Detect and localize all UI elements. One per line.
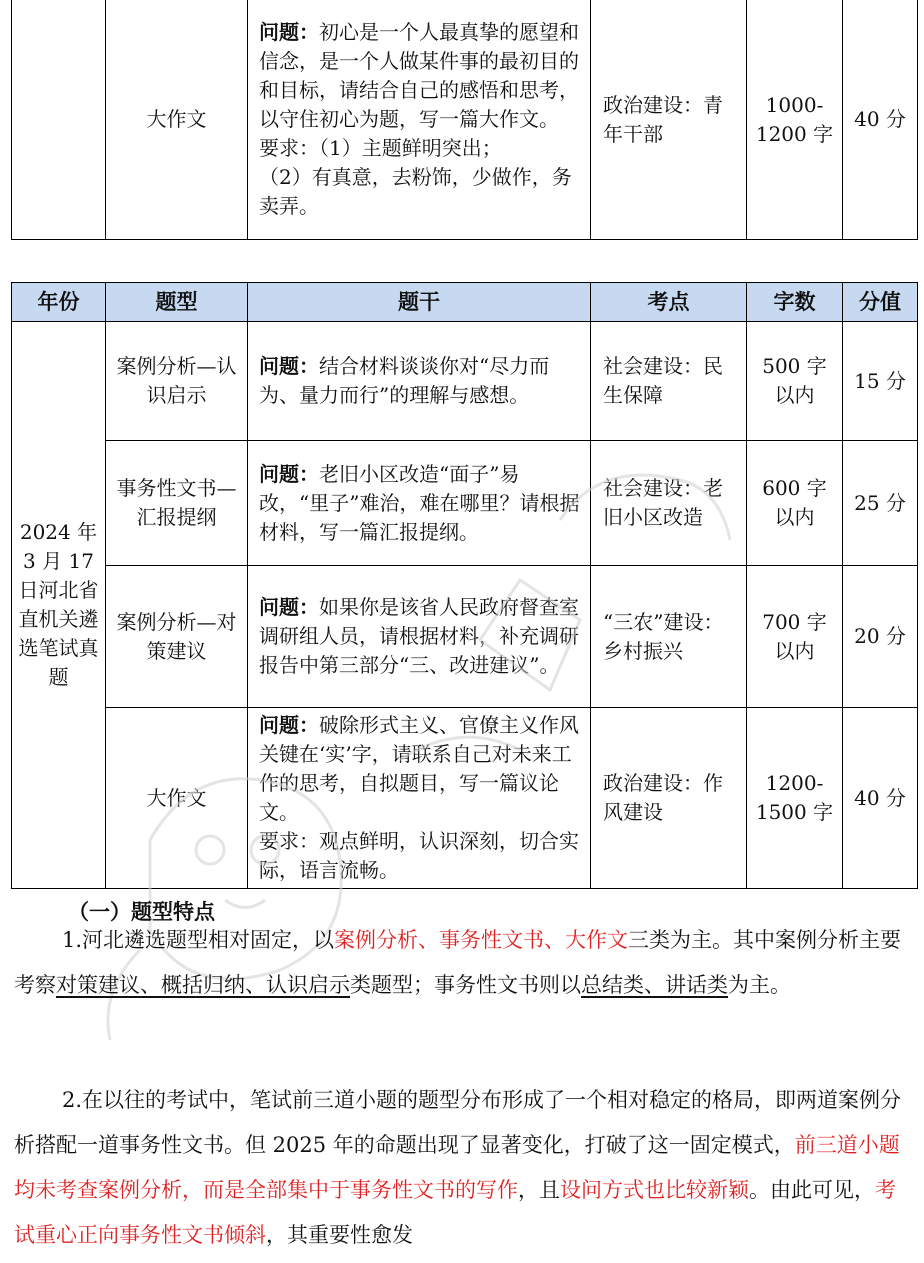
point-cell: 政治建设：作风建设 (591, 708, 747, 889)
requirement-text: 要求：（1）主题鲜明突出； (259, 136, 502, 160)
words-cell: 600 字以内 (747, 441, 843, 566)
table-header-row (12, 283, 918, 322)
point-cell: 社会建设：民生保障 (591, 322, 747, 441)
question-label: 问题： (259, 20, 319, 44)
type-cell: 案例分析—对策建议 (106, 566, 248, 708)
question-label: 问题： (259, 461, 319, 486)
score-cell: 25 分 (843, 441, 918, 566)
table-row (12, 441, 918, 566)
point-cell: 政治建设：青年干部 (591, 0, 747, 240)
table-row (12, 0, 918, 240)
type-cell: 大作文 (106, 708, 248, 889)
score-cell: 40 分 (843, 708, 918, 889)
question-text: 结合材料谈谈你对“尽力而为、量力而行”的理解与感想。 (259, 354, 550, 407)
table-row (12, 566, 918, 708)
question-text: 破除形式主义、官僚主义作风关键在‘实’字，请联系自己对未来工作的思考，自拟题目，写一篇议论文。 (259, 713, 579, 824)
score-cell: 15 分 (843, 322, 918, 441)
type-cell: 案例分析—认识启示 (106, 322, 248, 441)
header-point: 考点 (591, 283, 747, 322)
header-score: 分值 (843, 283, 918, 322)
header-type: 题型 (106, 283, 248, 322)
table-row (12, 322, 918, 441)
question-text: 老旧小区改造“面子”易改，“里子”难治，难在哪里？请根据材料，写一篇汇报提纲。 (259, 461, 580, 544)
requirement-text: （2）有真意，去粉饰，少做作，务卖弄。 (259, 165, 572, 218)
highlight-text: 考试重心正向事务性文书倾斜 (14, 1178, 896, 1247)
point-cell: 社会建设：老旧小区改造 (591, 441, 747, 566)
underlined-text: 对策建议、概括归纳、认识启示 (56, 973, 350, 997)
question-text: 如果你是该省人民政府督查室调研组人员，请根据材料，补充调研报告中第三部分“三、改进建议”。 (259, 595, 579, 677)
paragraph-1: 1.河北遴选题型相对固定，以案例分析、事务性文书、大作文三类为主。其中案例分析主要考察对策建议、概括归纳、认识启示类题型；事务性文书则以总结类、讲话类为主。 (14, 928, 902, 997)
question-label: 问题： (259, 713, 319, 737)
highlight-text: 前三道小题均未考查案例分析，而是全部集中于事务性文书的写作 (14, 1133, 900, 1202)
question-label: 问题： (259, 595, 319, 619)
question-cell (248, 0, 591, 240)
score-cell: 20 分 (843, 566, 918, 708)
highlight-text: 设问方式也比较新颖 (560, 1178, 749, 1202)
year-cell (12, 0, 106, 240)
previous-exam-table (11, 0, 918, 240)
words-cell: 700 字以内 (747, 566, 843, 708)
type-cell: 大作文 (106, 0, 248, 240)
point-cell: “三农”建设：乡村振兴 (591, 566, 747, 708)
header-words: 字数 (747, 283, 843, 322)
words-cell: 500 字以内 (747, 322, 843, 441)
question-cell (248, 566, 591, 708)
table-row (12, 708, 918, 889)
requirement-text: 要求：观点鲜明，认识深刻，切合实际，语言流畅。 (259, 829, 579, 882)
question-text: 初心是一个人最真挚的愿望和信念，是一个人做某件事的最初目的和目标，请结合自己的感悟和思考，以守住初心为题，写一篇大作文。 (259, 20, 579, 131)
year-cell: 2024 年 3 月 17 日河北省直机关遴选笔试真题 (12, 322, 106, 889)
header-year: 年份 (12, 283, 106, 322)
section-heading: （一）题型特点 (68, 900, 215, 924)
question-cell (248, 708, 591, 889)
highlight-text: 案例分析、事务性文书、大作文 (334, 928, 629, 952)
question-cell (248, 441, 591, 566)
header-question: 题干 (248, 283, 591, 322)
type-cell: 事务性文书—汇报提纲 (106, 441, 248, 566)
paragraph-2: 2.在以往的考试中，笔试前三道小题的题型分布形成了一个相对稳定的格局，即两道案例分析搭配一道事务性文书。但 2025 年的命题出现了显著变化，打破了这一固定模式，前三道小题均未考查案例分析，而是全部集中于事务性文书的写作，且设问方式也比较新颖。由此可见，考试重心正向事务性文书倾斜，其重要性愈发 (14, 1088, 902, 1247)
underlined-text: 总结类、讲话类 (581, 973, 728, 997)
question-cell (248, 322, 591, 441)
question-label: 问题： (259, 354, 319, 378)
exam-2024-table (11, 282, 918, 889)
words-cell: 1000-1200 字 (747, 0, 843, 240)
score-cell: 40 分 (843, 0, 918, 240)
words-cell: 1200-1500 字 (747, 708, 843, 889)
